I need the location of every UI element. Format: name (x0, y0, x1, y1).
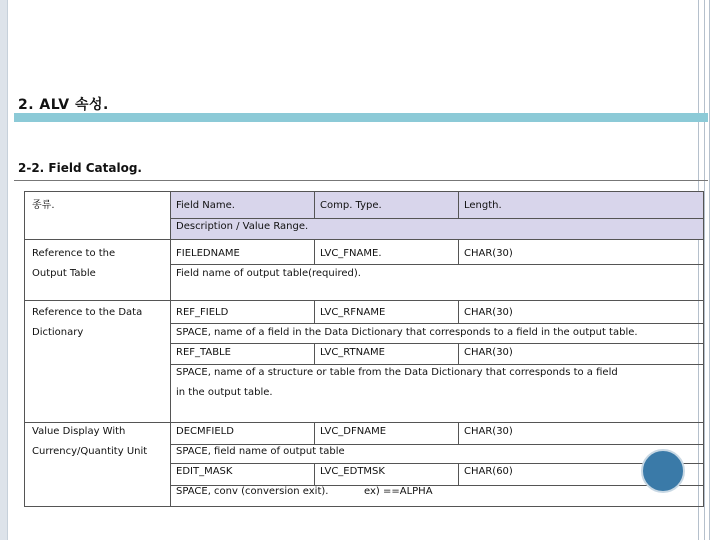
col-divider (458, 192, 459, 219)
header-comp-type: Comp. Type. (320, 200, 382, 211)
subsection-heading: 2-2. Field Catalog. (18, 161, 142, 175)
row-divider (171, 364, 704, 365)
length-cell: CHAR(30) (464, 347, 513, 358)
length-cell: CHAR(30) (464, 426, 513, 437)
col-divider (314, 192, 315, 219)
row-divider (171, 463, 704, 464)
row-divider (171, 343, 704, 344)
field-name-cell: EDIT_MASK (176, 466, 233, 477)
col-divider (458, 463, 459, 486)
length-cell: CHAR(60) (464, 466, 513, 477)
row-divider (171, 264, 704, 265)
group-label-line2: Currency/Quantity Unit (32, 446, 148, 457)
field-name-cell: FIELEDNAME (176, 248, 240, 259)
col-divider (170, 192, 171, 507)
comp-type-cell: LVC_RTNAME (320, 347, 385, 358)
row-divider (25, 300, 704, 301)
description-cell: Field name of output table(required). (176, 268, 361, 279)
row-divider (171, 444, 704, 445)
col-divider (458, 422, 459, 445)
col-divider (314, 300, 315, 324)
group-label-line2: Output Table (32, 268, 96, 279)
description-cell: in the output table. (176, 387, 273, 398)
col-divider (314, 422, 315, 445)
length-cell: CHAR(30) (464, 307, 513, 318)
decorative-circle (641, 449, 685, 493)
header-kind: 종류. (32, 200, 55, 211)
field-name-cell: REF_FIELD (176, 307, 229, 318)
left-border-rail (0, 0, 8, 540)
field-name-cell: REF_TABLE (176, 347, 231, 358)
row-divider (25, 239, 704, 240)
comp-type-cell: LVC_EDTMSK (320, 466, 385, 477)
section-heading: 2. ALV 속성. (18, 97, 109, 113)
row-divider (25, 422, 704, 423)
group-label-line1: Reference to the (32, 248, 116, 259)
description-cell: SPACE, name of a structure or table from the Data Dictionary that corresponds to a field (176, 367, 618, 378)
col-divider (458, 239, 459, 265)
description-example: ex) ==ALPHA (364, 486, 433, 497)
col-divider (314, 463, 315, 486)
col-divider (314, 239, 315, 265)
group-label-line1: Value Display With (32, 426, 126, 437)
comp-type-cell: LVC_RFNAME (320, 307, 386, 318)
comp-type-cell: LVC_DFNAME (320, 426, 387, 437)
header-field-name: Field Name. (176, 200, 235, 211)
col-divider (458, 300, 459, 324)
accent-bar (14, 113, 708, 122)
group-label-line1: Reference to the Data (32, 307, 143, 318)
field-catalog-table (24, 191, 704, 507)
length-cell: CHAR(30) (464, 248, 513, 259)
description-cell: SPACE, name of a field in the Data Dictionary that corresponds to a field in the output table. (176, 327, 638, 338)
heading-rule (14, 180, 708, 181)
description-cell: SPACE, conv (conversion exit). (176, 486, 329, 497)
field-name-cell: DECMFIELD (176, 426, 234, 437)
col-divider (314, 343, 315, 365)
header-length: Length. (464, 200, 502, 211)
row-divider (171, 323, 704, 324)
header-description: Description / Value Range. (176, 221, 309, 232)
group-label-line2: Dictionary (32, 327, 84, 338)
col-divider (458, 343, 459, 365)
comp-type-cell: LVC_FNAME. (320, 248, 382, 259)
row-divider (171, 218, 704, 219)
description-cell: SPACE, field name of output table (176, 446, 345, 457)
